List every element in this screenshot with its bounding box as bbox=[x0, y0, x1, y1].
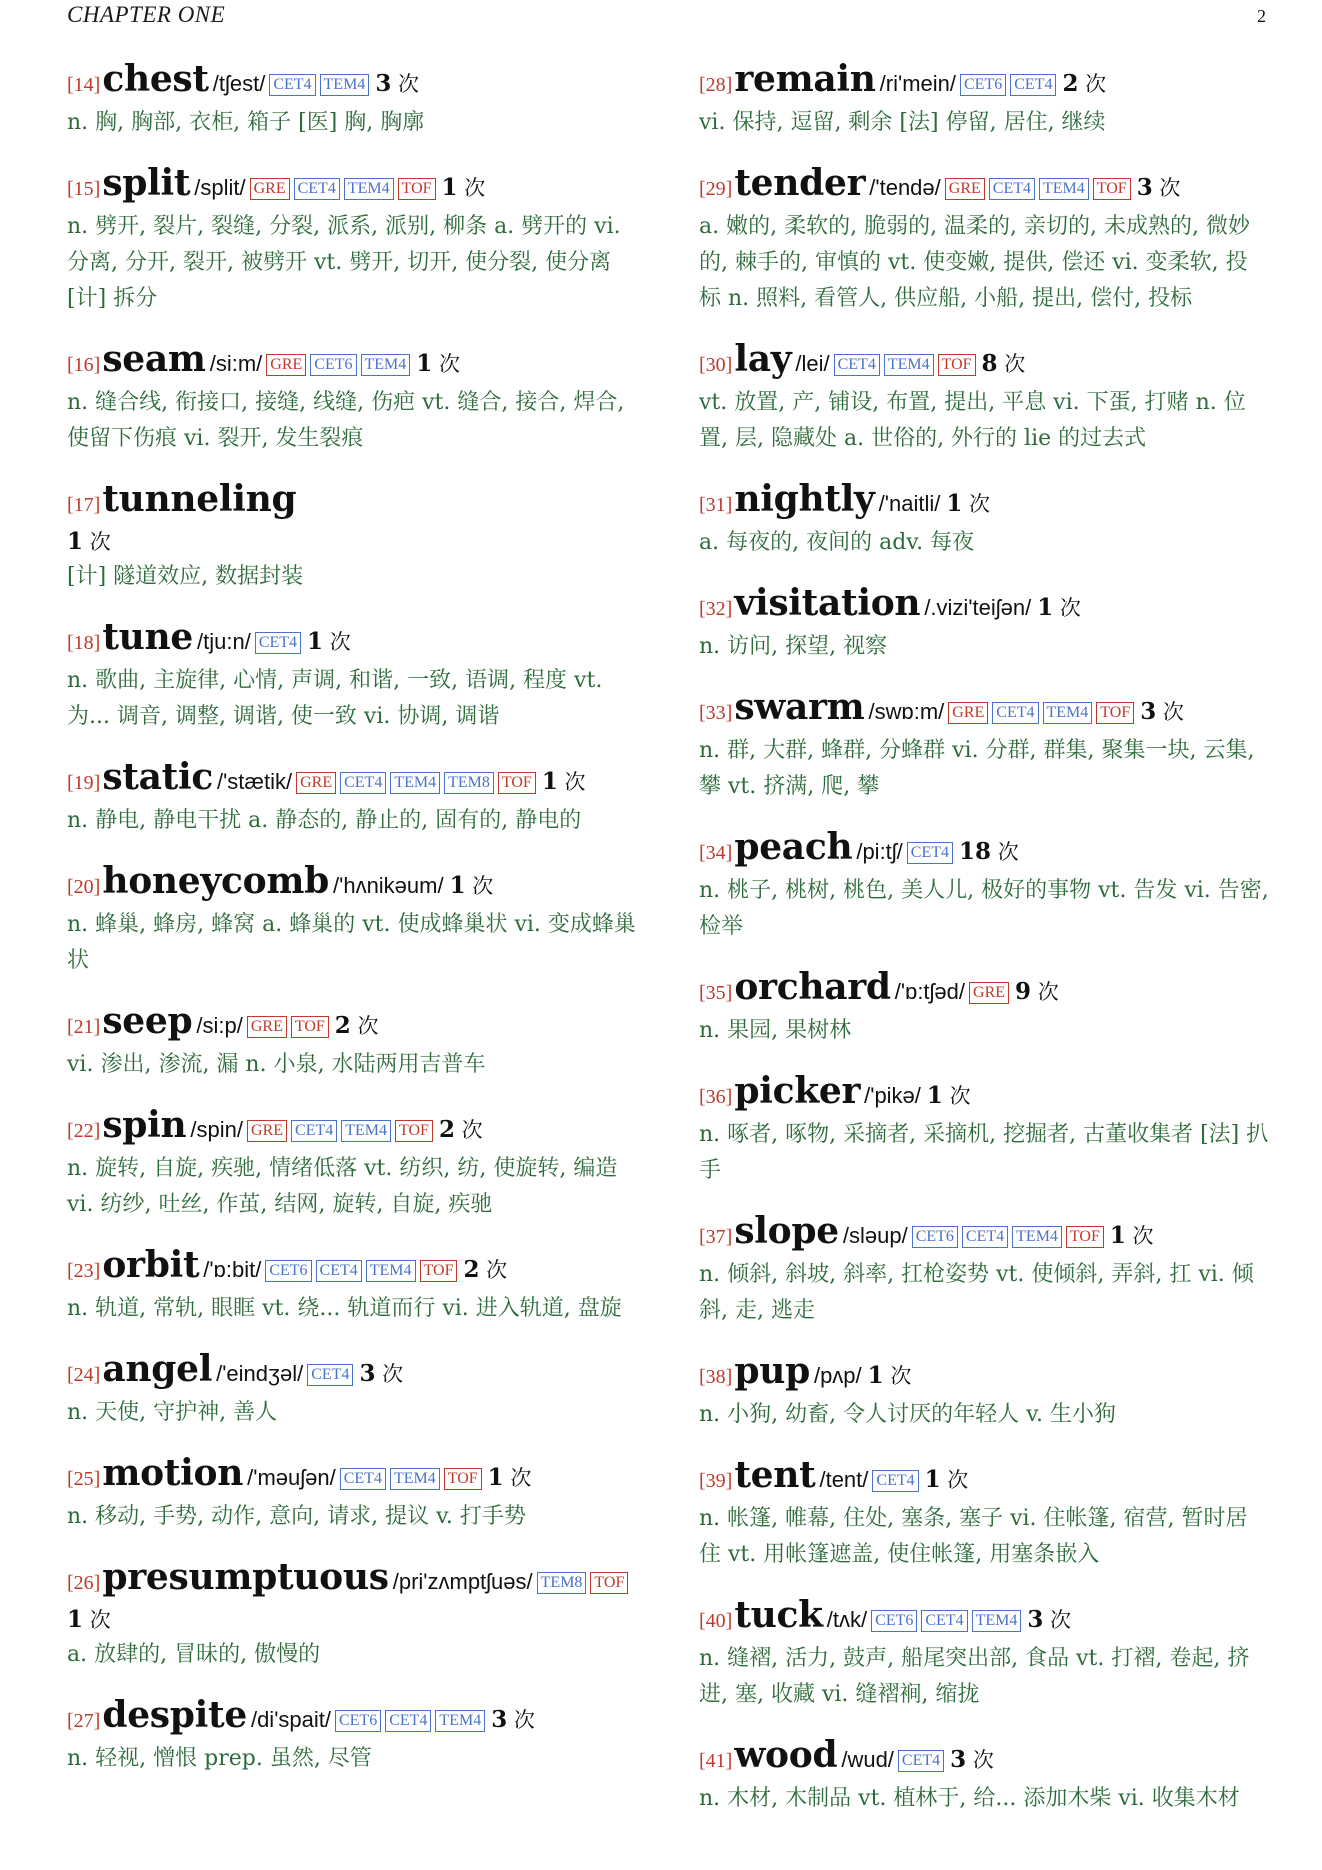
headword-line bbox=[699, 688, 1269, 733]
entry-index: [37] bbox=[699, 1226, 733, 1248]
exam-tag-cet4: CET4 bbox=[340, 772, 386, 794]
headword: slope bbox=[734, 1210, 839, 1252]
exam-tag-cet4: CET4 bbox=[269, 74, 315, 96]
usage-count-number: 3 bbox=[1136, 174, 1153, 201]
definition: a. 嫩的, 柔软的, 脆弱的, 温柔的, 亲切的, 未成熟的, 微妙的, 棘手的, 审慎的 vt. 使变嫩, 提供, 偿还 vi. 变柔软, 投标 n. 照料, 看管人, 供应船, 小船, 提出, 偿付, 投标 bbox=[699, 214, 1251, 311]
exam-tag-tem4: TEM4 bbox=[390, 1468, 440, 1490]
usage-count: 9 次 bbox=[1015, 978, 1059, 1005]
exam-tag-tof: TOF bbox=[1096, 702, 1134, 724]
vocab-entry bbox=[699, 828, 1269, 945]
vocab-entry bbox=[699, 584, 1269, 665]
usage-count: 1 次 bbox=[1037, 594, 1081, 621]
usage-count-number: 1 bbox=[449, 872, 466, 899]
phonetic: /'naitli/ bbox=[878, 491, 941, 516]
definition: n. 访问, 探望, 视察 bbox=[699, 634, 888, 659]
exam-tag-tem4: TEM4 bbox=[390, 772, 440, 794]
headword-line bbox=[67, 862, 637, 907]
usage-count-number: 1 bbox=[1109, 1222, 1126, 1249]
headword-line bbox=[67, 1696, 637, 1741]
phonetic: /spin/ bbox=[190, 1117, 244, 1142]
definition: a. 放肆的, 冒昧的, 傲慢的 bbox=[67, 1642, 321, 1667]
vocab-entry bbox=[699, 968, 1269, 1049]
definition: n. 缝褶, 活力, 鼓声, 船尾突出部, 食品 vt. 打褶, 卷起, 挤进, 塞, 收藏 vi. 缝褶裥, 缩拢 bbox=[699, 1646, 1250, 1707]
vocab-entry bbox=[67, 1696, 637, 1777]
headword-line bbox=[699, 968, 1269, 1013]
vocab-entry bbox=[699, 1212, 1269, 1329]
phonetic: /.vizi'teiʃən/ bbox=[924, 595, 1032, 620]
exam-tag-tof: TOF bbox=[420, 1260, 458, 1282]
usage-count-number: 2 bbox=[438, 1116, 455, 1143]
phonetic: /tent/ bbox=[819, 1467, 869, 1492]
entry-index: [34] bbox=[699, 842, 733, 864]
exam-tag-cet6: CET6 bbox=[960, 74, 1006, 96]
left-column bbox=[67, 60, 637, 1800]
vocab-entry bbox=[67, 1002, 637, 1083]
usage-count: 1 次 bbox=[307, 628, 351, 655]
definition: n. 果园, 果树林 bbox=[699, 1018, 852, 1043]
exam-tag-cet4: CET4 bbox=[992, 702, 1038, 724]
headword: pup bbox=[734, 1350, 810, 1392]
chapter-title: CHAPTER ONE bbox=[67, 2, 226, 27]
usage-count-number: 1 bbox=[441, 174, 458, 201]
headword-line bbox=[699, 340, 1269, 385]
vocab-entry bbox=[67, 618, 637, 735]
entry-index: [33] bbox=[699, 702, 733, 724]
headword: presumptuous bbox=[102, 1556, 389, 1598]
exam-tag-gre: GRE bbox=[969, 982, 1009, 1004]
exam-tag-cet4: CET4 bbox=[340, 1468, 386, 1490]
exam-tag-cet6: CET6 bbox=[871, 1610, 917, 1632]
usage-count-number: 3 bbox=[950, 1746, 967, 1773]
headword: nightly bbox=[734, 478, 875, 520]
definition: n. 蜂巢, 蜂房, 蜂窝 a. 蜂巢的 vt. 使成蜂巢状 vi. 变成蜂巢状 bbox=[67, 912, 636, 973]
definition: n. 桃子, 桃树, 桃色, 美人儿, 极好的事物 vt. 告发 vi. 告密, 检举 bbox=[699, 878, 1269, 939]
usage-count: 1 次 bbox=[449, 872, 494, 899]
headword-line bbox=[699, 164, 1269, 209]
entry-index: [16] bbox=[67, 354, 101, 376]
vocab-entry bbox=[699, 340, 1269, 457]
headword: tunneling bbox=[102, 478, 297, 520]
phonetic: /'ɒ:bit/ bbox=[203, 1257, 262, 1282]
vocab-entry bbox=[699, 1352, 1269, 1433]
headword: lay bbox=[734, 338, 792, 380]
headword-line bbox=[67, 1002, 637, 1047]
usage-count-line bbox=[67, 1603, 637, 1637]
vocab-entry bbox=[699, 164, 1269, 317]
definition: n. 倾斜, 斜坡, 斜率, 扛枪姿势 vt. 使倾斜, 弄斜, 扛 vi. 倾斜, 走, 逃走 bbox=[699, 1262, 1254, 1323]
usage-count: 1 次 bbox=[67, 1606, 111, 1633]
headword-line bbox=[699, 1352, 1269, 1397]
phonetic: /ri'mein/ bbox=[879, 71, 956, 96]
usage-count-number: 18 bbox=[959, 838, 992, 865]
definition: n. 歌曲, 主旋律, 心情, 声调, 和谐, 一致, 语调, 程度 vt. 为... 调音, 调整, 调谐, 使一致 vi. 协调, 调谐 bbox=[67, 668, 603, 729]
usage-count: 1 次 bbox=[441, 174, 486, 201]
vocab-entry bbox=[67, 862, 637, 979]
vocab-entry bbox=[67, 1106, 637, 1223]
vocab-entry bbox=[699, 1456, 1269, 1573]
headword: split bbox=[102, 162, 191, 204]
exam-tag-cet4: CET4 bbox=[316, 1260, 362, 1282]
entry-index: [23] bbox=[67, 1260, 101, 1282]
headword: swarm bbox=[734, 686, 865, 728]
usage-count: 8 次 bbox=[981, 350, 1026, 377]
phonetic: /'pikə/ bbox=[864, 1083, 921, 1108]
exam-tag-tem8: TEM8 bbox=[537, 1572, 587, 1594]
phonetic: /si:m/ bbox=[209, 351, 263, 376]
usage-count: 1 次 bbox=[946, 490, 991, 517]
exam-tag-cet4: CET4 bbox=[385, 1710, 431, 1732]
phonetic: /tʃest/ bbox=[212, 71, 266, 96]
exam-tag-tof: TOF bbox=[291, 1016, 329, 1038]
headword-line bbox=[67, 164, 637, 209]
usage-count-number: 3 bbox=[1027, 1606, 1044, 1633]
exam-tag-cet4: CET4 bbox=[307, 1364, 353, 1386]
entry-index: [38] bbox=[699, 1366, 733, 1388]
right-column bbox=[699, 60, 1269, 1840]
phonetic: /'ɒ:tʃəd/ bbox=[894, 979, 966, 1004]
headword: tuck bbox=[734, 1594, 823, 1636]
entry-index: [14] bbox=[67, 74, 101, 96]
vocab-entry bbox=[699, 60, 1269, 141]
headword: honeycomb bbox=[102, 860, 330, 902]
exam-tag-cet4: CET4 bbox=[989, 178, 1035, 200]
exam-tag-gre: GRE bbox=[250, 178, 290, 200]
vocab-entry bbox=[67, 1246, 637, 1327]
exam-tag-gre: GRE bbox=[296, 772, 336, 794]
usage-count: 1 次 bbox=[926, 1082, 971, 1109]
phonetic: /si:p/ bbox=[196, 1013, 243, 1038]
headword: wood bbox=[734, 1734, 838, 1776]
entry-index: [25] bbox=[67, 1468, 101, 1490]
definition: n. 缝合线, 衔接口, 接缝, 线缝, 伤疤 vt. 缝合, 接合, 焊合, 使留下伤痕 vi. 裂开, 发生裂痕 bbox=[67, 390, 625, 451]
exam-tag-tof: TOF bbox=[590, 1572, 628, 1594]
entry-index: [20] bbox=[67, 876, 101, 898]
usage-count-number: 3 bbox=[375, 70, 392, 97]
exam-tag-gre: GRE bbox=[945, 178, 985, 200]
headword-line bbox=[699, 1736, 1269, 1781]
vocab-entry bbox=[67, 480, 637, 595]
headword: orchard bbox=[734, 966, 891, 1008]
usage-count: 3 次 bbox=[950, 1746, 994, 1773]
headword-line bbox=[699, 1596, 1269, 1641]
headword-line bbox=[67, 340, 637, 385]
exam-tag-tem8: TEM8 bbox=[444, 772, 494, 794]
phonetic: /sləup/ bbox=[842, 1223, 908, 1248]
definition: n. 轨道, 常轨, 眼眶 vt. 绕... 轨道而行 vi. 进入轨道, 盘旋 bbox=[67, 1296, 622, 1321]
usage-count-number: 1 bbox=[924, 1466, 941, 1493]
phonetic: /wud/ bbox=[841, 1747, 894, 1772]
phonetic: /'hʌnikəum/ bbox=[333, 873, 444, 898]
entry-index: [35] bbox=[699, 982, 733, 1004]
vocab-entry bbox=[67, 1454, 637, 1535]
entry-index: [28] bbox=[699, 74, 733, 96]
usage-count: 1 次 bbox=[1109, 1222, 1154, 1249]
phonetic: /'məuʃən/ bbox=[247, 1465, 336, 1490]
phonetic: /pi:tʃ/ bbox=[856, 839, 903, 864]
headword: visitation bbox=[734, 582, 921, 624]
usage-count-number: 1 bbox=[67, 528, 84, 555]
entry-index: [24] bbox=[67, 1364, 101, 1386]
definition: n. 胸, 胸部, 衣柜, 箱子 [医] 胸, 胸廓 bbox=[67, 110, 425, 135]
exam-tag-cet4: CET4 bbox=[1010, 74, 1056, 96]
usage-count-number: 2 bbox=[1062, 70, 1079, 97]
phonetic: /di'spait/ bbox=[250, 1707, 331, 1732]
entry-index: [30] bbox=[699, 354, 733, 376]
definition: n. 旋转, 自旋, 疾驰, 情绪低落 vt. 纺织, 纺, 使旋转, 编造 vi. 纺纱, 吐丝, 作茧, 结网, 旋转, 自旋, 疾驰 bbox=[67, 1156, 618, 1217]
entry-index: [39] bbox=[699, 1470, 733, 1492]
exam-tag-tof: TOF bbox=[1066, 1226, 1104, 1248]
exam-tag-tof: TOF bbox=[444, 1468, 482, 1490]
exam-tag-tem4: TEM4 bbox=[361, 354, 411, 376]
exam-tag-cet6: CET6 bbox=[335, 1710, 381, 1732]
exam-tag-gre: GRE bbox=[247, 1016, 287, 1038]
usage-count-number: 1 bbox=[67, 1606, 84, 1633]
headword: seep bbox=[102, 1000, 193, 1042]
definition: a. 每夜的, 夜间的 adv. 每夜 bbox=[699, 530, 975, 555]
headword-line bbox=[67, 758, 637, 803]
definition: n. 劈开, 裂片, 裂缝, 分裂, 派系, 派别, 柳条 a. 劈开的 vi. 分离, 分开, 裂开, 被劈开 vt. 劈开, 切开, 使分裂, 使分离 [计] 拆分 bbox=[67, 214, 621, 311]
phonetic: /pʌp/ bbox=[813, 1363, 862, 1388]
usage-count-number: 2 bbox=[334, 1012, 351, 1039]
definition: vi. 渗出, 渗流, 漏 n. 小泉, 水陆两用吉普车 bbox=[67, 1052, 486, 1077]
usage-count-number: 8 bbox=[981, 350, 998, 377]
definition: [计] 隧道效应, 数据封装 bbox=[67, 564, 304, 589]
headword: orbit bbox=[102, 1244, 200, 1286]
entry-index: [36] bbox=[699, 1086, 733, 1108]
exam-tag-tem4: TEM4 bbox=[341, 1120, 391, 1142]
usage-count: 1 次 bbox=[867, 1362, 912, 1389]
vocab-entry bbox=[67, 1558, 637, 1673]
usage-count-number: 1 bbox=[307, 628, 324, 655]
headword: spin bbox=[102, 1104, 187, 1146]
usage-count-number: 9 bbox=[1015, 978, 1032, 1005]
exam-tag-tof: TOF bbox=[498, 772, 536, 794]
vocab-entry bbox=[67, 60, 637, 141]
usage-count-number: 1 bbox=[416, 350, 433, 377]
headword-line bbox=[67, 480, 637, 525]
definition: n. 木材, 木制品 vt. 植林于, 给... 添加木柴 vi. 收集木材 bbox=[699, 1786, 1240, 1811]
exam-tag-tof: TOF bbox=[938, 354, 976, 376]
headword-line bbox=[67, 60, 637, 105]
phonetic: /split/ bbox=[194, 175, 246, 200]
headword-line bbox=[699, 1456, 1269, 1501]
usage-count: 1 次 bbox=[487, 1464, 532, 1491]
entry-index: [40] bbox=[699, 1610, 733, 1632]
usage-count: 2 次 bbox=[334, 1012, 379, 1039]
usage-count: 3 次 bbox=[375, 70, 420, 97]
usage-count-line bbox=[67, 525, 637, 559]
definition: n. 小狗, 幼畜, 令人讨厌的年轻人 v. 生小狗 bbox=[699, 1402, 1116, 1427]
usage-count-number: 3 bbox=[359, 1360, 376, 1387]
usage-count-number: 3 bbox=[491, 1706, 508, 1733]
exam-tag-gre: GRE bbox=[247, 1120, 287, 1142]
exam-tag-cet4: CET4 bbox=[962, 1226, 1008, 1248]
exam-tag-tof: TOF bbox=[395, 1120, 433, 1142]
phonetic: /lei/ bbox=[795, 351, 830, 376]
exam-tag-gre: GRE bbox=[948, 702, 988, 724]
definition: vi. 保持, 逗留, 剩余 [法] 停留, 居住, 继续 bbox=[699, 110, 1106, 135]
headword-line bbox=[67, 1350, 637, 1395]
usage-count-number: 1 bbox=[487, 1464, 504, 1491]
usage-count-number: 1 bbox=[541, 768, 558, 795]
entry-index: [18] bbox=[67, 632, 101, 654]
vocab-entry bbox=[699, 688, 1269, 805]
headword-line bbox=[699, 480, 1269, 525]
exam-tag-tem4: TEM4 bbox=[435, 1710, 485, 1732]
usage-count: 1 次 bbox=[67, 528, 111, 555]
entry-index: [21] bbox=[67, 1016, 101, 1038]
phonetic: /'eindʒəl/ bbox=[216, 1361, 304, 1386]
exam-tag-cet6: CET6 bbox=[265, 1260, 311, 1282]
definition: n. 群, 大群, 蜂群, 分蜂群 vi. 分群, 群集, 聚集一块, 云集, 攀 vt. 挤满, 爬, 攀 bbox=[699, 738, 1255, 799]
headword-line bbox=[699, 60, 1269, 105]
exam-tag-cet6: CET6 bbox=[912, 1226, 958, 1248]
phonetic: /tju:n/ bbox=[197, 629, 251, 654]
headword-line bbox=[699, 1212, 1269, 1257]
exam-tag-cet6: CET6 bbox=[310, 354, 356, 376]
vocab-entry bbox=[699, 1596, 1269, 1713]
entry-index: [22] bbox=[67, 1120, 101, 1142]
usage-count: 2 次 bbox=[438, 1116, 483, 1143]
headword: tune bbox=[102, 616, 194, 658]
page-header bbox=[67, 2, 1266, 32]
headword: static bbox=[102, 756, 213, 798]
headword-line bbox=[67, 1246, 637, 1291]
usage-count: 3 次 bbox=[491, 1706, 535, 1733]
usage-count: 2 次 bbox=[1062, 70, 1107, 97]
entry-index: [15] bbox=[67, 178, 101, 200]
exam-tag-tem4: TEM4 bbox=[1043, 702, 1093, 724]
usage-count: 1 次 bbox=[541, 768, 586, 795]
headword-line bbox=[67, 1454, 637, 1499]
headword-line bbox=[67, 618, 637, 663]
phonetic: /'tendə/ bbox=[869, 175, 941, 200]
usage-count-number: 1 bbox=[926, 1082, 943, 1109]
usage-count-number: 3 bbox=[1140, 698, 1157, 725]
headword-line bbox=[699, 1072, 1269, 1117]
vocab-entry bbox=[67, 758, 637, 839]
entry-index: [27] bbox=[67, 1710, 101, 1732]
definition: n. 帐篷, 帷幕, 住处, 塞条, 塞子 vi. 住帐篷, 宿营, 暂时居住 vt. 用帐篷遮盖, 使住帐篷, 用塞条嵌入 bbox=[699, 1506, 1248, 1567]
usage-count-number: 1 bbox=[1037, 594, 1054, 621]
definition: n. 啄者, 啄物, 采摘者, 采摘机, 挖掘者, 古董收集者 [法] 扒手 bbox=[699, 1122, 1269, 1183]
page-number: 2 bbox=[1257, 6, 1266, 26]
exam-tag-cet4: CET4 bbox=[921, 1610, 967, 1632]
entry-index: [41] bbox=[699, 1750, 733, 1772]
headword-line bbox=[67, 1558, 637, 1603]
exam-tag-tem4: TEM4 bbox=[972, 1610, 1022, 1632]
definition: n. 静电, 静电干扰 a. 静态的, 静止的, 固有的, 静电的 bbox=[67, 808, 582, 833]
headword: seam bbox=[102, 338, 206, 380]
usage-count: 3 次 bbox=[1027, 1606, 1072, 1633]
headword-line bbox=[699, 584, 1269, 629]
usage-count: 3 次 bbox=[359, 1360, 404, 1387]
exam-tag-tem4: TEM4 bbox=[366, 1260, 416, 1282]
exam-tag-tem4: TEM4 bbox=[344, 178, 394, 200]
exam-tag-tof: TOF bbox=[1093, 178, 1131, 200]
vocab-entry bbox=[699, 1736, 1269, 1817]
vocab-entry bbox=[699, 480, 1269, 561]
usage-count: 1 次 bbox=[924, 1466, 969, 1493]
usage-count: 1 次 bbox=[416, 350, 460, 377]
usage-count: 3 次 bbox=[1136, 174, 1181, 201]
headword-line bbox=[699, 828, 1269, 873]
exam-tag-tem4: TEM4 bbox=[1012, 1226, 1062, 1248]
phonetic: /tʌk/ bbox=[826, 1607, 868, 1632]
exam-tag-tem4: TEM4 bbox=[320, 74, 370, 96]
headword-line bbox=[67, 1106, 637, 1151]
entry-index: [26] bbox=[67, 1572, 101, 1594]
usage-count: 2 次 bbox=[463, 1256, 508, 1283]
vocab-entry bbox=[699, 1072, 1269, 1189]
usage-count-number: 1 bbox=[946, 490, 963, 517]
headword: remain bbox=[734, 58, 876, 100]
exam-tag-tem4: TEM4 bbox=[884, 354, 934, 376]
usage-count-number: 2 bbox=[463, 1256, 480, 1283]
exam-tag-cet4: CET4 bbox=[294, 178, 340, 200]
entry-index: [29] bbox=[699, 178, 733, 200]
definition: n. 移动, 手势, 动作, 意向, 请求, 提议 v. 打手势 bbox=[67, 1504, 526, 1529]
phonetic: /'stætik/ bbox=[216, 769, 293, 794]
exam-tag-tem4: TEM4 bbox=[1039, 178, 1089, 200]
definition: n. 轻视, 憎恨 prep. 虽然, 尽管 bbox=[67, 1746, 372, 1771]
vocab-entry bbox=[67, 340, 637, 457]
exam-tag-cet4: CET4 bbox=[834, 354, 880, 376]
entry-index: [32] bbox=[699, 598, 733, 620]
definition: vt. 放置, 产, 铺设, 布置, 提出, 平息 vi. 下蛋, 打赌 n. 位置, 层, 隐藏处 a. 世俗的, 外行的 lie 的过去式 bbox=[699, 390, 1246, 451]
headword: picker bbox=[734, 1070, 861, 1112]
exam-tag-cet4: CET4 bbox=[898, 1750, 944, 1772]
entry-index: [19] bbox=[67, 772, 101, 794]
headword: tent bbox=[734, 1454, 816, 1496]
phonetic: /pri'zʌmptʃuəs/ bbox=[392, 1569, 533, 1594]
usage-count: 3 次 bbox=[1140, 698, 1184, 725]
headword: chest bbox=[102, 58, 209, 100]
exam-tag-cet4: CET4 bbox=[255, 632, 301, 654]
vocab-entry bbox=[67, 164, 637, 317]
exam-tag-tof: TOF bbox=[398, 178, 436, 200]
phonetic: /swɒ:m/ bbox=[868, 699, 945, 724]
headword: peach bbox=[734, 826, 853, 868]
entry-index: [31] bbox=[699, 494, 733, 516]
exam-tag-gre: GRE bbox=[266, 354, 306, 376]
headword: despite bbox=[102, 1694, 247, 1736]
headword: angel bbox=[102, 1348, 213, 1390]
exam-tag-cet4: CET4 bbox=[907, 842, 953, 864]
definition: n. 天使, 守护神, 善人 bbox=[67, 1400, 278, 1425]
usage-count-number: 1 bbox=[867, 1362, 884, 1389]
vocab-entry bbox=[67, 1350, 637, 1431]
exam-tag-cet4: CET4 bbox=[291, 1120, 337, 1142]
usage-count: 18 次 bbox=[959, 838, 1019, 865]
exam-tag-cet4: CET4 bbox=[872, 1470, 918, 1492]
headword: motion bbox=[102, 1452, 244, 1494]
headword: tender bbox=[734, 162, 866, 204]
entry-index: [17] bbox=[67, 494, 101, 516]
